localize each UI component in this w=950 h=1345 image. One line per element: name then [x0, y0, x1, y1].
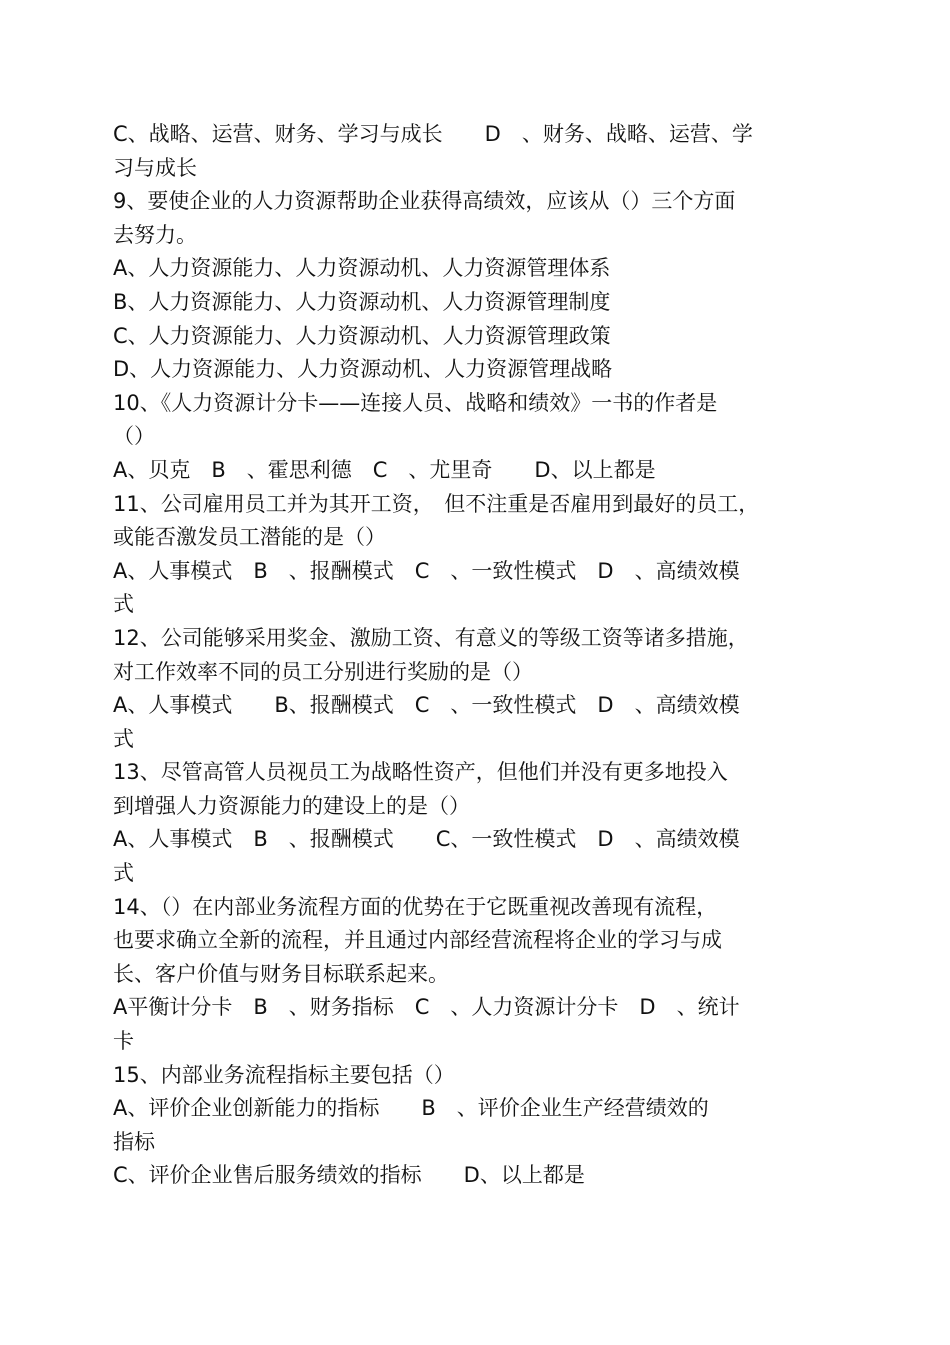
text-line: B、人力资源能力、人力资源动机、人力资源管理制度: [113, 289, 611, 314]
text-line: 去努力。: [113, 222, 197, 247]
text-line: 15、内部业务流程指标主要包括（）: [113, 1062, 455, 1087]
text-line: A、贝克 B 、霍思利德 C 、尤里奇 D、以上都是: [113, 457, 656, 482]
text-line: C、战略、运营、财务、学习与成长 D 、财务、战略、运营、学: [113, 122, 753, 146]
text-line: 10、《人力资源计分卡——连接人员、战略和绩效》一书的作者是: [113, 390, 718, 415]
text-line: 指标: [113, 1129, 155, 1154]
text-line: C、评价企业售后服务绩效的指标 D、以上都是: [113, 1163, 585, 1188]
text-line: 式: [113, 861, 134, 886]
text-line: 式: [113, 726, 134, 751]
text-line: （）: [113, 424, 155, 449]
text-line: A、人事模式 B 、报酬模式 C、一致性模式 D 、高绩效模: [113, 827, 740, 852]
text-line: 12、公司能够采用奖金、激励工资、有意义的等级工资等诸多措施，: [113, 625, 749, 650]
text-line: 式: [113, 592, 134, 617]
text-line: 卡: [113, 1029, 134, 1054]
text-line: 到增强人力资源能力的建设上的是（）: [113, 793, 470, 818]
text-line: 或能否激发员工潜能的是（）: [113, 525, 386, 550]
text-line: 也要求确立全新的流程，并且通过内部经营流程将企业的学习与成: [113, 928, 722, 953]
text-line: D、人力资源能力、人力资源动机、人力资源管理战略: [113, 357, 613, 382]
text-line: C、人力资源能力、人力资源动机、人力资源管理政策: [113, 323, 611, 348]
text-line: A、人事模式 B 、报酬模式 C 、一致性模式 D 、高绩效模: [113, 558, 740, 583]
text-line: 9、要使企业的人力资源帮助企业获得高绩效，应该从（）三个方面: [113, 189, 736, 214]
question-text-block: [113, 118, 843, 1193]
text-line: 习与成长: [113, 155, 197, 180]
text-line: 11、公司雇用员工并为其开工资， 但不注重是否雇用到最好的员工，: [113, 491, 760, 516]
text-line: A、人事模式 B、报酬模式 C 、一致性模式 D 、高绩效模: [113, 693, 740, 718]
text-line: 13、尽管高管人员视员工为战略性资产，但他们并没有更多地投入: [113, 760, 728, 785]
text-line: 长、客户价值与财务目标联系起来。: [113, 961, 449, 986]
text-line: 14、（）在内部业务流程方面的优势在于它既重视改善现有流程，: [113, 894, 718, 919]
text-line: A平衡计分卡 B 、财务指标 C 、人力资源计分卡 D 、统计: [113, 995, 740, 1020]
text-line: A、人力资源能力、人力资源动机、人力资源管理体系: [113, 256, 611, 281]
text-line: 对工作效率不同的员工分别进行奖励的是（）: [113, 659, 533, 684]
text-line: A、评价企业创新能力的指标 B 、评价企业生产经营绩效的: [113, 1096, 709, 1121]
